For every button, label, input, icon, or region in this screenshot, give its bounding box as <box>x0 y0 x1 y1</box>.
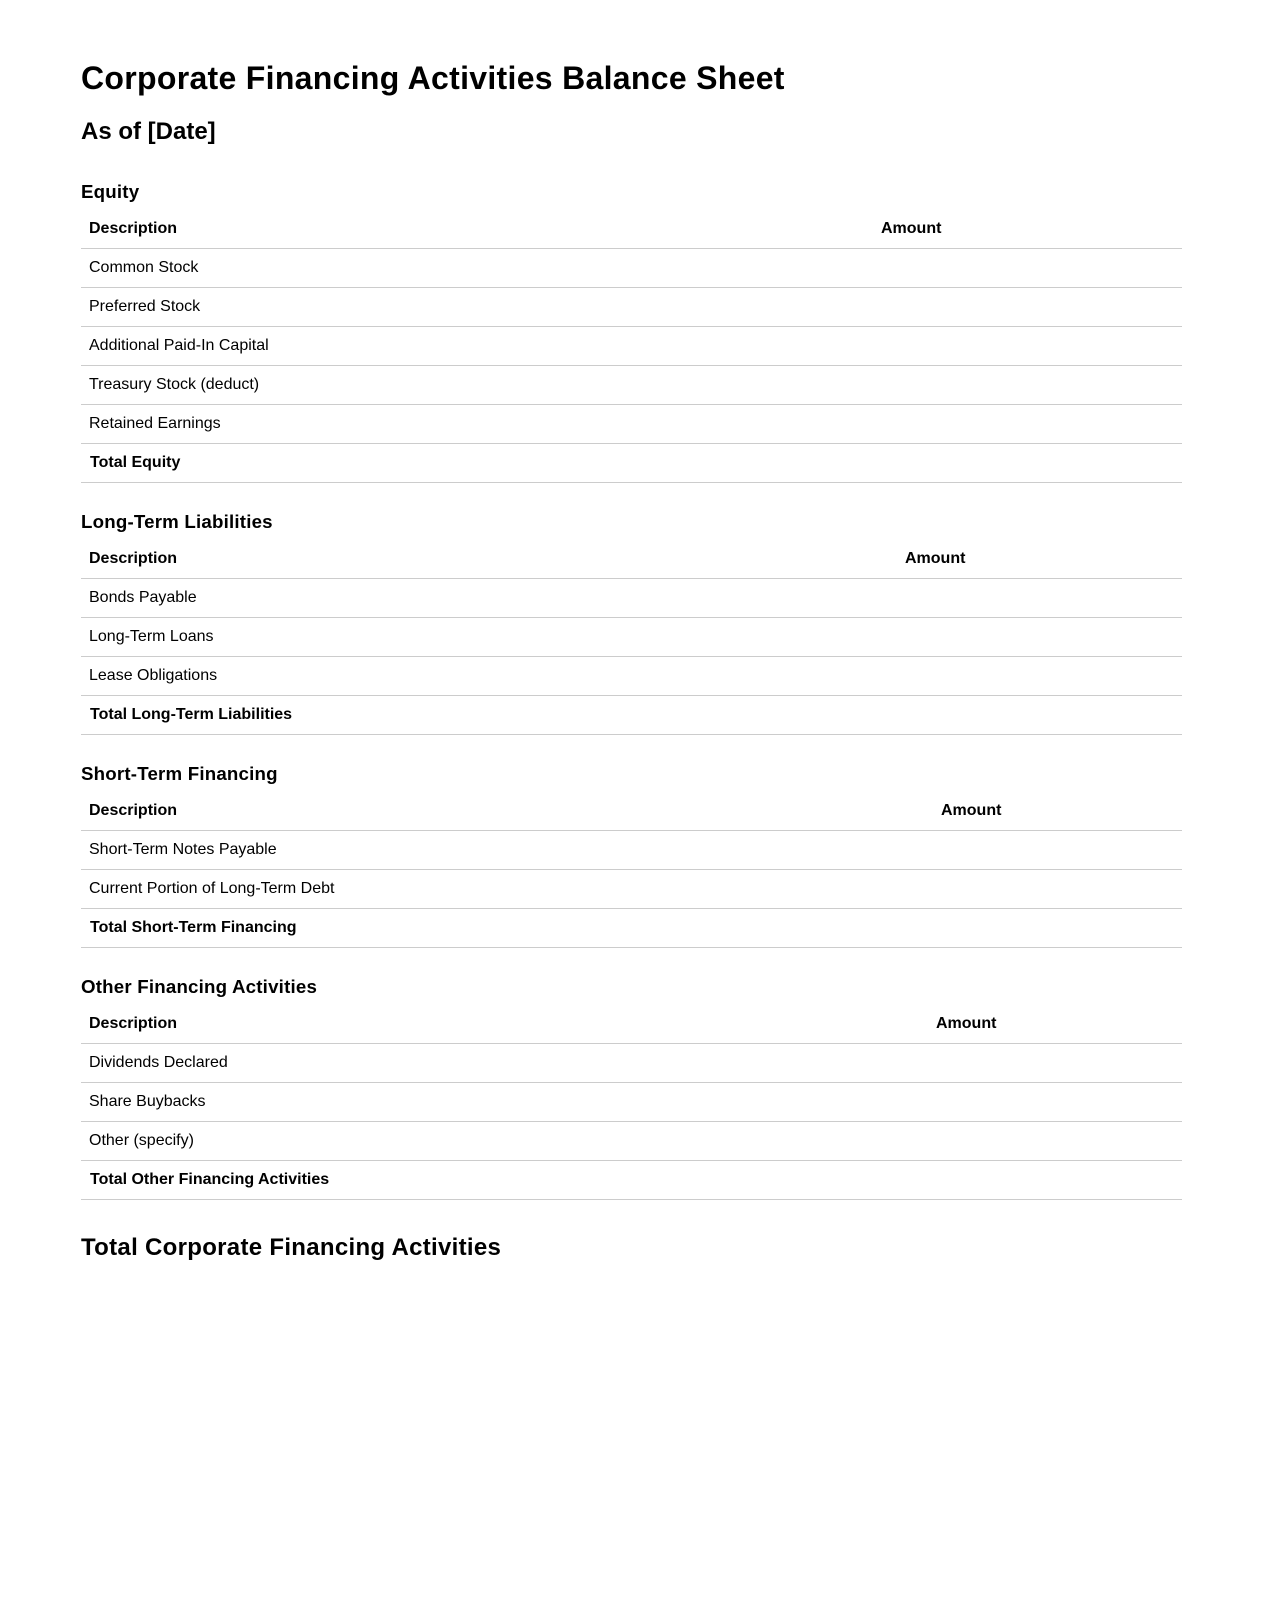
table-row <box>81 249 1182 288</box>
table-row <box>81 1122 1182 1161</box>
total-description: Total Short-Term Financing <box>81 909 933 948</box>
total-amount[interactable] <box>897 696 1182 735</box>
section-title: Short-Term Financing <box>81 763 278 784</box>
amount-column-header: Amount <box>897 540 1182 579</box>
section-other-financing-activities <box>81 976 1182 1200</box>
row-description: Bonds Payable <box>81 579 897 618</box>
grand-total-heading: Total Corporate Financing Activities <box>81 1234 502 1261</box>
table-header-row <box>81 210 1182 249</box>
document-title: Corporate Financing Activities Balance Sheet <box>81 60 785 96</box>
row-description: Short-Term Notes Payable <box>81 831 933 870</box>
table-row <box>81 870 1182 909</box>
description-column-header: Description <box>81 540 897 579</box>
section-title: Equity <box>81 181 140 202</box>
table-row <box>81 405 1182 444</box>
table-row <box>81 288 1182 327</box>
total-row <box>81 1161 1182 1200</box>
row-amount[interactable] <box>873 405 1182 444</box>
table-row <box>81 657 1182 696</box>
row-description: Share Buybacks <box>81 1083 928 1122</box>
description-column-header: Description <box>81 1005 928 1044</box>
total-row <box>81 444 1182 483</box>
total-row <box>81 909 1182 948</box>
description-column-header: Description <box>81 210 873 249</box>
row-description: Preferred Stock <box>81 288 873 327</box>
other-financing-activities-table <box>81 1005 1182 1200</box>
total-description: Total Other Financing Activities <box>81 1161 928 1200</box>
table-header-row <box>81 540 1182 579</box>
amount-column-header: Amount <box>933 792 1182 831</box>
long-term-liabilities-table <box>81 540 1182 735</box>
row-amount[interactable] <box>873 249 1182 288</box>
description-column-header: Description <box>81 792 933 831</box>
total-row <box>81 696 1182 735</box>
row-description: Retained Earnings <box>81 405 873 444</box>
table-row <box>81 366 1182 405</box>
amount-column-header: Amount <box>928 1005 1182 1044</box>
total-description: Total Equity <box>81 444 873 483</box>
row-amount[interactable] <box>873 327 1182 366</box>
row-amount[interactable] <box>897 618 1182 657</box>
row-description: Dividends Declared <box>81 1044 928 1083</box>
row-amount[interactable] <box>873 288 1182 327</box>
row-amount[interactable] <box>933 831 1182 870</box>
total-amount[interactable] <box>933 909 1182 948</box>
total-amount[interactable] <box>873 444 1182 483</box>
row-description: Lease Obligations <box>81 657 897 696</box>
row-description: Treasury Stock (deduct) <box>81 366 873 405</box>
row-amount[interactable] <box>897 657 1182 696</box>
section-equity <box>81 181 1182 483</box>
table-header-row <box>81 1005 1182 1044</box>
equity-table <box>81 210 1182 483</box>
table-row <box>81 1083 1182 1122</box>
table-row <box>81 579 1182 618</box>
row-amount[interactable] <box>897 579 1182 618</box>
row-amount[interactable] <box>928 1083 1182 1122</box>
table-row <box>81 1044 1182 1083</box>
table-row <box>81 618 1182 657</box>
section-title: Long-Term Liabilities <box>81 511 273 532</box>
row-description: Common Stock <box>81 249 873 288</box>
total-amount[interactable] <box>928 1161 1182 1200</box>
row-description: Long-Term Loans <box>81 618 897 657</box>
row-amount[interactable] <box>928 1044 1182 1083</box>
row-amount[interactable] <box>933 870 1182 909</box>
document-date: As of [Date] <box>81 118 216 145</box>
row-description: Additional Paid-In Capital <box>81 327 873 366</box>
section-long-term-liabilities <box>81 511 1182 735</box>
short-term-financing-table <box>81 792 1182 948</box>
table-row <box>81 327 1182 366</box>
table-header-row <box>81 792 1182 831</box>
row-description: Other (specify) <box>81 1122 928 1161</box>
section-short-term-financing <box>81 763 1182 948</box>
table-row <box>81 831 1182 870</box>
row-amount[interactable] <box>928 1122 1182 1161</box>
section-title: Other Financing Activities <box>81 976 318 997</box>
total-description: Total Long-Term Liabilities <box>81 696 897 735</box>
amount-column-header: Amount <box>873 210 1182 249</box>
row-amount[interactable] <box>873 366 1182 405</box>
row-description: Current Portion of Long-Term Debt <box>81 870 933 909</box>
